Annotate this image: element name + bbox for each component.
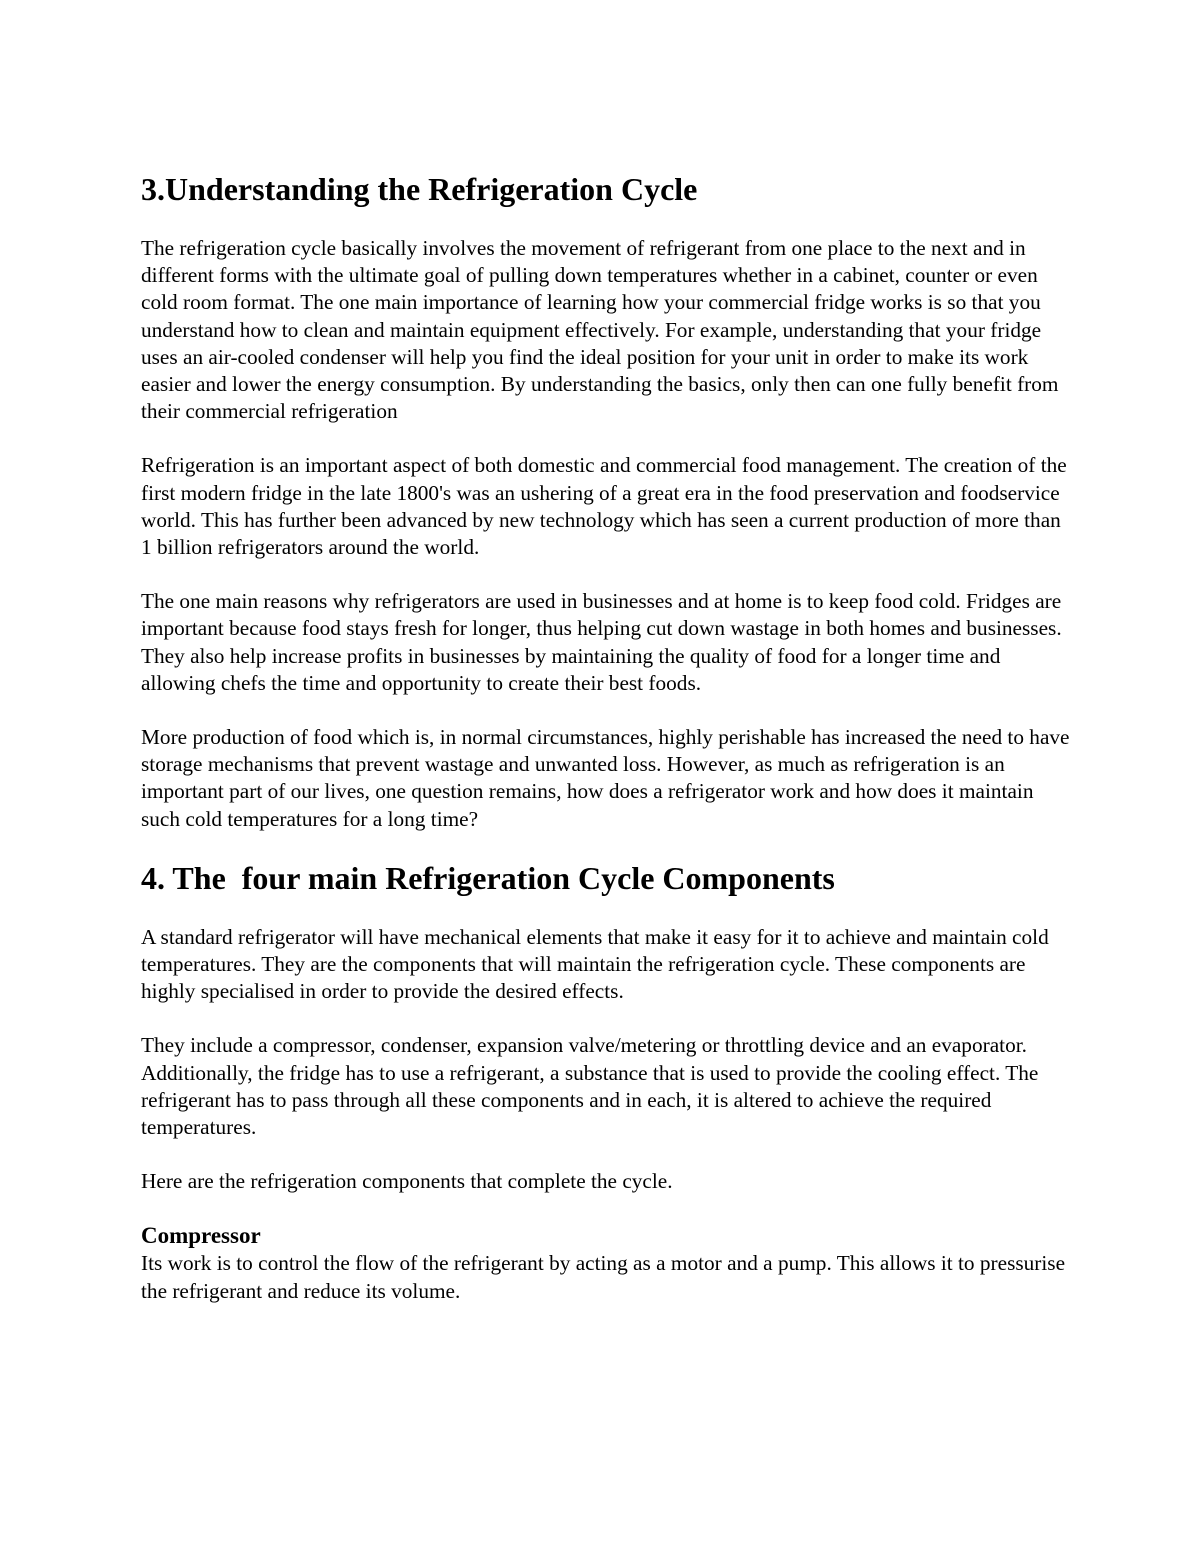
paragraph: More production of food which is, in normal circumstances, highly perishable has increased the need to have storage mechanisms that prevent wastage and unwanted loss. However, as much as refrigeration is an important part of our lives, one question remains, how does a refrigerator work and how does it maintain such cold temperatures for a long time? <box>141 725 1070 831</box>
paragraph: The refrigeration cycle basically involves the movement of refrigerant from one place to the next and in different forms with the ultimate goal of pulling down temperatures whether in a cabinet, counter or even cold room format. The one main importance of learning how your commercial fridge works is so that you understand how to clean and maintain equipment effectively. For example, understanding that your fridge uses an air-cooled condenser will help you find the ideal position for your unit in order to make its work easier and lower the energy consumption. By understanding the basics, only then can one fully benefit from their commercial refrigeration <box>141 236 1059 424</box>
paragraph: Here are the refrigeration components that complete the cycle. <box>141 1169 673 1194</box>
section-heading-refrigeration-cycle: 3.Understanding the Refrigeration Cycle <box>141 171 698 207</box>
section-body-refrigeration-cycle <box>141 235 1071 833</box>
section-heading-cycle-components: 4. The four main Refrigeration Cycle Components <box>141 859 835 896</box>
paragraph: A standard refrigerator will have mechanical elements that make it easy for it to achieve and maintain cold temperatures. They are the components that will maintain the refrigeration cycle. These components are highly specialised in order to provide the desired effects. <box>141 924 1049 1004</box>
subsection-heading-compressor: Compressor <box>141 1223 261 1249</box>
paragraph: Refrigeration is an important aspect of both domestic and commercial food management. The creation of the first modern fridge in the late 1800's was an ushering of a great era in the food preservation and foodservice world. This has further been advanced by new technology which has seen a current production of more than 1 billion refrigerators around the world. <box>141 453 1067 560</box>
paragraph: They include a compressor, condenser, expansion valve/metering or throttling device and an evaporator. Additionally, the fridge has to use a refrigerant, a substance that is used to provide the cooling effect. The refrigerant has to pass through all these components and in each, it is altered to achieve the required temperatures. <box>141 1033 1039 1140</box>
paragraph: The one main reasons why refrigerators are used in businesses and at home is to keep food cold. Fridges are important because food stays fresh for longer, thus helping cut down wastage in both homes and businesses. They also help increase profits in businesses by maintaining the quality of food for a longer time and allowing chefs the time and opportunity to create their best foods. <box>141 589 1062 695</box>
section-body-cycle-components <box>141 924 1071 1196</box>
subsection-text-compressor: Its work is to control the flow of the refrigerant by acting as a motor and a pump. This allows it to pressurise the refrigerant and reduce its volume. <box>141 1251 1066 1303</box>
document-content <box>141 168 1071 1305</box>
